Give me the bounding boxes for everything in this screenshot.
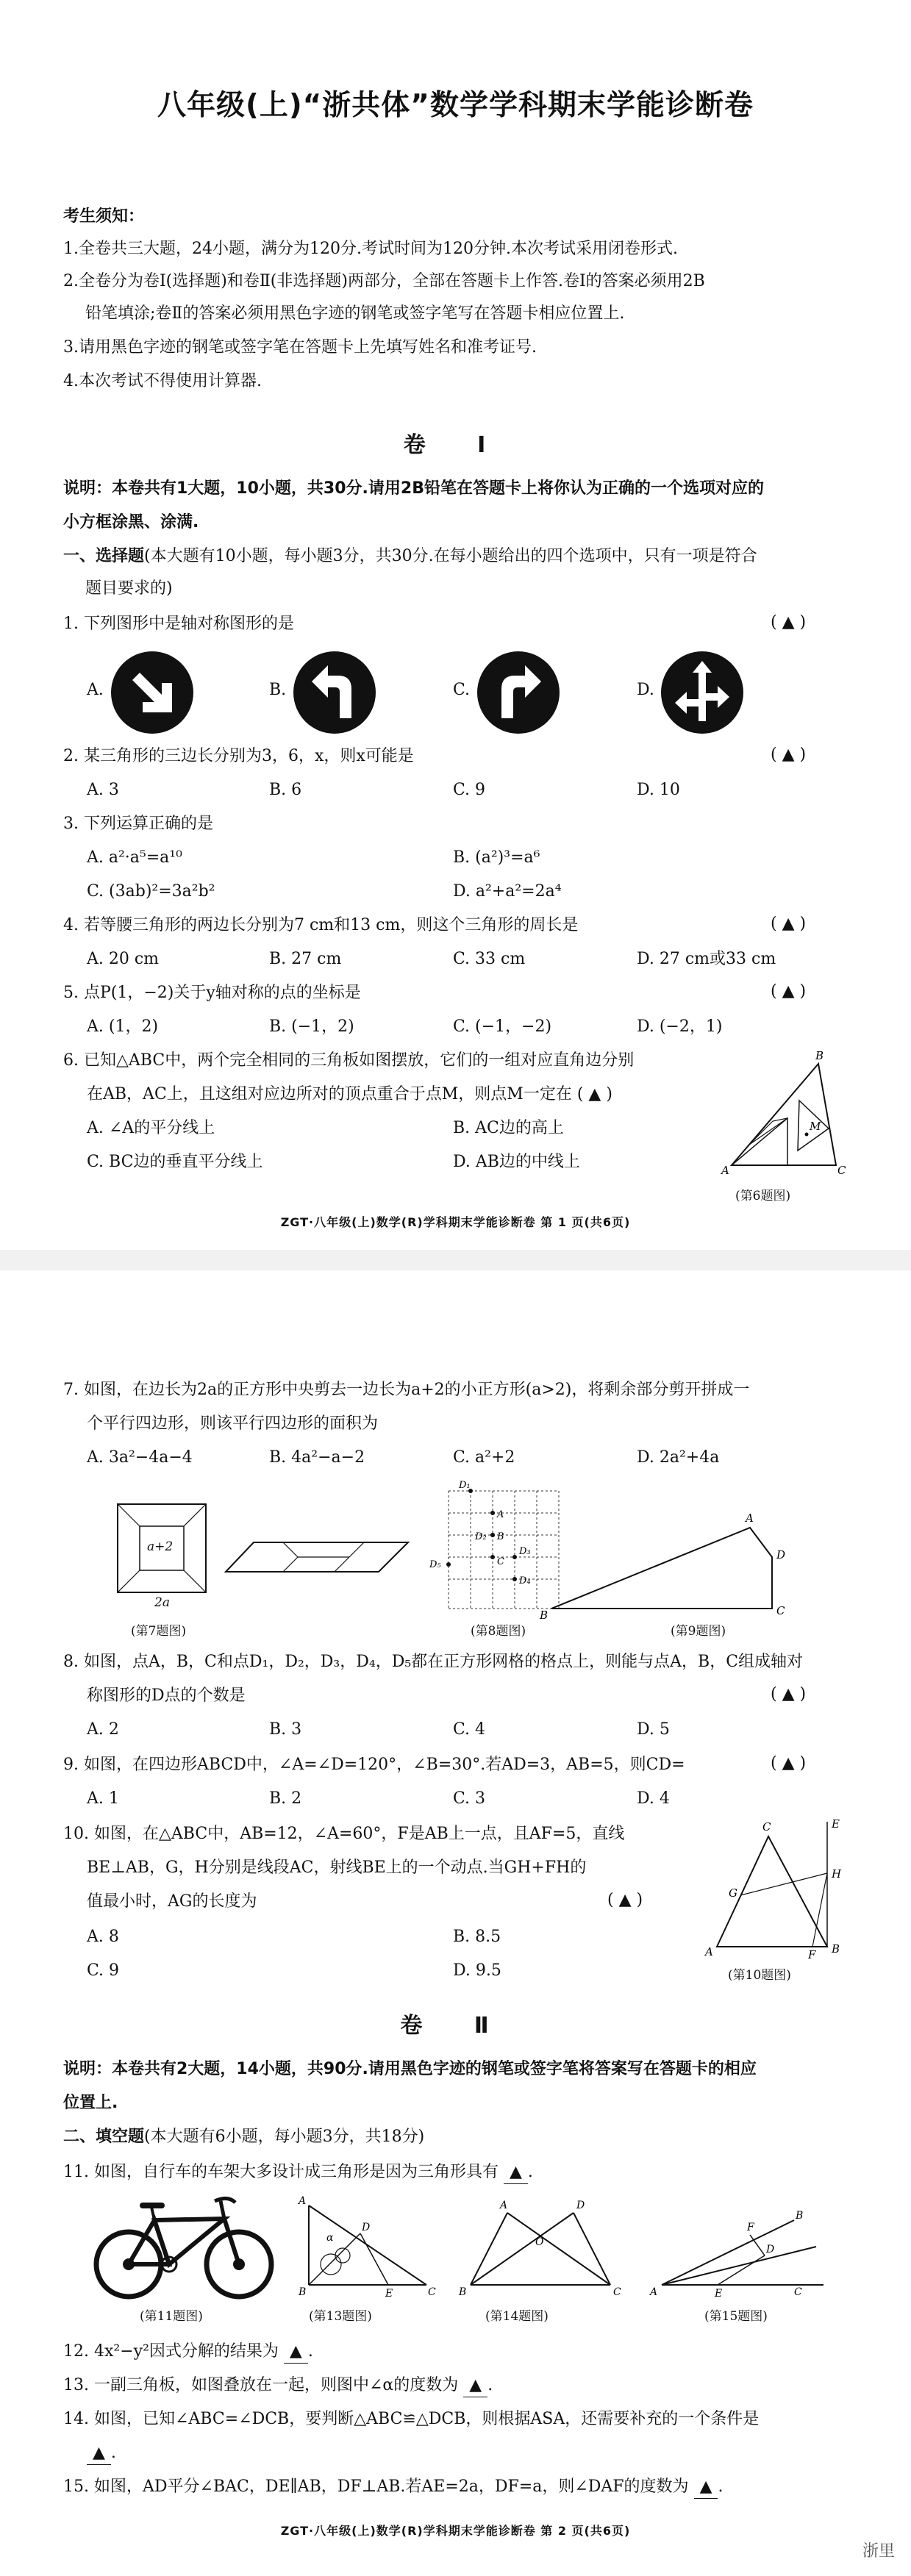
svg-text:D: D — [576, 2200, 585, 2211]
notice-line-3: 铅笔填涂;卷Ⅱ的答案必须用黑色字迹的钢笔或签字笔写在答题卡相应位置上. — [85, 304, 625, 323]
svg-text:B: B — [540, 1609, 549, 1622]
q9-stem: 9. 如图，在四边形ABCD中，∠A=∠D=120°，∠B=30°.若AD=3，AB=5，则CD= — [63, 1756, 685, 1774]
svg-text:C: C — [428, 2286, 436, 2298]
q5-stem: 5. 点P(1，−2)关于y轴对称的点的坐标是 — [63, 984, 361, 1002]
q10-triangle-figure — [702, 1814, 849, 1961]
q6-caption: (第6题图) — [735, 1189, 791, 1203]
section1-header — [63, 545, 757, 568]
section1-desc: (本大题有10小题，每小题3分，共30分.在每小题给出的四个选项中，只有一项是符合 — [144, 547, 757, 565]
exam-page-1 — [0, 0, 911, 1250]
q13-blank: ▲ — [463, 2375, 487, 2397]
q7-option-b: B. 4a²−a−2 — [269, 1448, 365, 1467]
svg-text:B: B — [299, 2286, 307, 2298]
q8-caption: (第8题图) — [471, 1624, 526, 1639]
q8-stem-1: 8. 如图，点A，B，C和点D₁，D₂，D₃，D₄，D₅都在正方形网格的格点上，则能与点A，B，C组成轴对 — [63, 1653, 804, 1671]
q11-caption: (第11题图) — [140, 2309, 203, 2324]
q14-blank-line: ▲ . — [87, 2442, 116, 2465]
svg-text:E: E — [385, 2288, 393, 2300]
part2-instruction-1: 说明：本卷共有2大题，14小题，共90分.请用黑色字迹的钢笔或签字笔将答案写在答题卡的相应 — [63, 2060, 757, 2078]
notice-line-1: 1.全卷共三大题，24小题，满分为120分.考试时间为120分钟.本次考试采用闭卷形式. — [63, 240, 678, 258]
q15-angle-figure — [647, 2191, 831, 2301]
q10-option-b: B. 8.5 — [453, 1928, 501, 1946]
q12-blank: ▲ — [284, 2341, 308, 2364]
svg-text:E: E — [715, 2288, 723, 2300]
q6-answer-mark: ( ▲ ) — [576, 1085, 612, 1103]
q1-option-a-label: A. — [87, 681, 104, 699]
notice-line-5: 4.本次考试不得使用计算器. — [63, 372, 262, 390]
q7-stem-2: 个平行四边形，则该平行四边形的面积为 — [87, 1414, 379, 1433]
svg-text:A: A — [746, 1511, 754, 1525]
q6-option-d: D. AB边的中线上 — [453, 1153, 580, 1171]
arrow-turn-right-icon — [476, 651, 560, 734]
svg-text:B: B — [796, 2210, 804, 2222]
notice-line-2: 2.全卷分为卷Ⅰ(选择题)和卷Ⅱ(非选择题)两部分，全部在答题卡上作答.卷Ⅰ的答案必须用2B — [63, 272, 705, 290]
q12-stem: 12. 4x²−y²因式分解的结果为 — [63, 2342, 279, 2361]
q1-option-b-label: B. — [269, 681, 287, 699]
part1-heading: 卷 Ⅰ — [403, 432, 508, 458]
svg-text:F: F — [747, 2222, 754, 2233]
q8-option-c: C. 4 — [453, 1720, 486, 1739]
q6-stem-1: 6. 已知△ABC中，两个完全相同的三角板如图摆放，它们的一组对应直角边分别 — [63, 1051, 635, 1070]
q2-option-a: A. 3 — [87, 781, 119, 799]
svg-text:H: H — [832, 1867, 842, 1881]
section2-title: 二、填空题 — [63, 2128, 145, 2146]
exam-title: 八年级(上)“浙共体”数学学科期末学能诊断卷 — [157, 89, 754, 122]
section1-title: 一、选择题 — [63, 547, 145, 565]
part2-heading: 卷 Ⅱ — [400, 2013, 511, 2039]
svg-text:C: C — [762, 1820, 771, 1833]
q15-blank: ▲ — [694, 2476, 718, 2499]
q8-option-a: A. 2 — [87, 1720, 119, 1739]
page2-footer: ZGT·八年级(上)数学(R)学科期末学能诊断卷 第 2 页(共6页) — [280, 2524, 631, 2538]
q1-answer-mark: ( ▲ ) — [771, 613, 807, 632]
q6-stem-2 — [87, 1084, 612, 1106]
svg-text:D₅: D₅ — [429, 1559, 441, 1570]
svg-text:A: A — [497, 1509, 504, 1520]
q1-option-c-label: C. — [453, 681, 471, 699]
q3-option-b: B. (a²)³=a⁶ — [453, 848, 540, 867]
svg-text:D: D — [766, 2244, 775, 2255]
svg-text:C: C — [613, 2286, 621, 2298]
q12-line: 12. 4x²−y²因式分解的结果为 ▲ . — [63, 2341, 313, 2364]
arrow-down-right-icon — [110, 651, 194, 734]
q2-answer-mark: ( ▲ ) — [771, 745, 807, 764]
q15-line: 15. 如图，AD平分∠BAC，DE∥AB，DF⊥AB.若AE=2a，DF=a，则∠DAF的度数为 ▲ . — [63, 2476, 723, 2499]
q6-figure — [717, 1048, 849, 1180]
q10-stem-1: 10. 如图，在△ABC中，AB=12，∠A=60°，F是AB上一点，且AF=5，直线 — [63, 1825, 625, 1843]
q6-option-b: B. AC边的高上 — [453, 1119, 564, 1137]
q13-line: 13. 一副三角板，如图叠放在一起，则图中∠α的度数为 ▲ . — [63, 2375, 493, 2397]
q9-option-a: A. 1 — [87, 1789, 119, 1808]
q10-option-d: D. 9.5 — [453, 1961, 501, 1980]
arrow-turn-left-icon — [293, 651, 376, 734]
q5-option-a: A. (1，2) — [87, 1017, 159, 1036]
section2-desc: (本大题有6小题，每小题3分，共18分) — [144, 2128, 425, 2146]
notice-line-4: 3.请用黑色字迹的钢笔或签字笔在答题卡上先填写姓名和准考证号. — [63, 338, 537, 357]
q4-option-b: B. 27 cm — [269, 950, 342, 968]
q11-stem: 11. 如图，自行车的车架大多设计成三角形是因为三角形具有 — [63, 2163, 499, 2181]
q2-option-b: B. 6 — [269, 781, 302, 799]
part1-instruction-2: 小方框涂黑、涂满. — [63, 513, 199, 532]
watermark: 浙里 — [862, 2542, 895, 2561]
q14-line — [63, 2408, 759, 2430]
exam-page-2 — [0, 1270, 911, 2576]
svg-text:D₃: D₃ — [519, 1546, 531, 1557]
svg-text:C: C — [837, 1164, 846, 1177]
section2-header — [63, 2126, 424, 2148]
page-gap — [0, 1250, 911, 1270]
q13-stem: 13. 一副三角板，如图叠放在一起，则图中∠α的度数为 — [63, 2376, 459, 2394]
q10-answer-mark: ( ▲ ) — [607, 1891, 643, 1909]
q2-stem: 2. 某三角形的三边长分别为3，6，x，则x可能是 — [63, 747, 414, 765]
q13-caption: (第13题图) — [309, 2309, 372, 2324]
q7-option-c: C. a²+2 — [453, 1448, 515, 1467]
q4-option-c: C. 33 cm — [453, 950, 526, 968]
q4-option-a: A. 20 cm — [87, 950, 160, 968]
svg-text:E: E — [832, 1817, 840, 1831]
svg-text:A: A — [500, 2200, 508, 2211]
svg-text:C: C — [794, 2286, 802, 2298]
q5-option-d: D. (−2，1) — [637, 1017, 723, 1036]
q10-stem-3: 值最小时，AG的长度为 — [87, 1892, 257, 1911]
q6-stem-2-text: 在AB，AC上，且这组对应边所对的顶点重合于点M，则点M一定在 — [87, 1085, 572, 1103]
svg-text:A: A — [721, 1164, 729, 1177]
q9-option-d: D. 4 — [637, 1789, 670, 1808]
svg-text:α: α — [326, 2232, 334, 2244]
svg-text:C: C — [497, 1556, 504, 1567]
svg-text:B: B — [459, 2286, 467, 2298]
q5-option-c: C. (−1，−2) — [453, 1017, 552, 1036]
svg-text:C: C — [776, 1604, 785, 1617]
q14-stem: 14. 如图，已知∠ABC=∠DCB，要判断△ABC≌△DCB，则根据ASA，还需要补充的一个条件是 — [63, 2410, 760, 2428]
svg-text:D₄: D₄ — [519, 1575, 531, 1586]
q7-inner-label: a+2 — [147, 1539, 174, 1554]
q11-stem-line: 11. 如图，自行车的车架大多设计成三角形是因为三角形具有 ▲ . — [63, 2161, 533, 2184]
svg-text:M: M — [810, 1120, 821, 1133]
q9-option-c: C. 3 — [453, 1789, 486, 1808]
svg-text:D: D — [362, 2222, 371, 2233]
q10-stem-2: BE⊥AB，G，H分别是线段AC，射线BE上的一个动点.当GH+FH的 — [87, 1858, 587, 1877]
svg-text:G: G — [729, 1886, 737, 1900]
arrow-split-icon — [660, 651, 744, 734]
q15-caption: (第15题图) — [704, 2309, 768, 2324]
q9-caption: (第9题图) — [671, 1624, 726, 1639]
q7-option-d: D. 2a²+4a — [637, 1448, 720, 1467]
q9-option-b: B. 2 — [269, 1789, 302, 1808]
q7-parallelogram-figure — [224, 1535, 415, 1579]
part1-instruction-1: 说明：本卷共有1大题，10小题，共30分.请用2B铅笔在答题卡上将你认为正确的一个选项对应的 — [63, 479, 764, 498]
q9-quadrilateral-figure — [537, 1491, 801, 1623]
q8-stem-2: 称图形的D点的个数是 — [87, 1686, 246, 1705]
notice-title: 考生须知： — [63, 207, 145, 226]
q11-blank: ▲ — [504, 2161, 528, 2184]
svg-text:D₁: D₁ — [459, 1480, 471, 1491]
q6-option-a: A. ∠A的平分线上 — [87, 1119, 215, 1137]
q9-answer-mark: ( ▲ ) — [771, 1754, 807, 1772]
part2-instruction-2: 位置上. — [63, 2094, 118, 2112]
q14-blank: ▲ — [87, 2442, 111, 2465]
q8-option-b: B. 3 — [269, 1720, 302, 1739]
q4-answer-mark: ( ▲ ) — [771, 915, 807, 933]
q2-option-c: C. 9 — [453, 781, 486, 799]
svg-text:D₂: D₂ — [475, 1531, 487, 1542]
q8-option-d: D. 5 — [637, 1720, 670, 1739]
q7-caption: (第7题图) — [131, 1624, 187, 1639]
q5-answer-mark: ( ▲ ) — [771, 982, 807, 1001]
q10-option-c: C. 9 — [87, 1961, 120, 1980]
svg-text:A: A — [705, 1945, 713, 1958]
q14-caption: (第14题图) — [485, 2309, 549, 2324]
q1-stem: 1. 下列图形中是轴对称图形的是 — [63, 615, 294, 633]
svg-text:B: B — [832, 1942, 840, 1956]
q8-answer-mark: ( ▲ ) — [771, 1685, 807, 1703]
q3-option-d: D. a²+a²=2a⁴ — [453, 882, 562, 901]
q3-option-a: A. a²·a⁵=a¹⁰ — [87, 848, 182, 867]
q5-option-b: B. (−1，2) — [269, 1017, 354, 1036]
q15-stem: 15. 如图，AD平分∠BAC，DE∥AB，DF⊥AB.若AE=2a，DF=a，则∠DAF的度数为 — [63, 2477, 689, 2496]
q7-outer-label: 2a — [154, 1595, 170, 1610]
page1-footer: ZGT·八年级(上)数学(R)学科期末学能诊断卷 第 1 页(共6页) — [280, 1215, 631, 1229]
q7-stem-1: 7. 如图，在边长为2a的正方形中央剪去一边长为a+2的小正方形(a>2)，将剩余部分剪开拼成一 — [63, 1381, 750, 1399]
bicycle-figure — [88, 2191, 279, 2301]
svg-text:B: B — [497, 1531, 504, 1542]
svg-text:B: B — [815, 1049, 824, 1062]
q13-triangles-figure — [294, 2191, 441, 2301]
q3-option-c: C. (3ab)²=3a²b² — [87, 882, 215, 901]
svg-text:O: O — [535, 2236, 544, 2248]
q4-option-d: D. 27 cm或33 cm — [637, 950, 776, 968]
q14-triangles-figure — [456, 2191, 632, 2301]
q10-option-a: A. 8 — [87, 1928, 119, 1946]
section1-desc-2: 题目要求的) — [85, 579, 173, 598]
svg-text:A: A — [650, 2286, 658, 2298]
svg-text:A: A — [299, 2195, 307, 2207]
q6-option-c: C. BC边的垂直平分线上 — [87, 1153, 263, 1171]
q3-stem: 3. 下列运算正确的是 — [63, 815, 213, 833]
q4-stem: 4. 若等腰三角形的两边长分别为7 cm和13 cm，则这个三角形的周长是 — [63, 916, 579, 934]
q1-option-d-label: D. — [637, 681, 654, 699]
svg-text:F: F — [808, 1948, 816, 1961]
q10-caption: (第10题图) — [728, 1968, 791, 1983]
svg-text:D: D — [776, 1548, 786, 1561]
q7-option-a: A. 3a²−4a−4 — [87, 1448, 193, 1467]
q2-option-d: D. 10 — [637, 781, 680, 799]
